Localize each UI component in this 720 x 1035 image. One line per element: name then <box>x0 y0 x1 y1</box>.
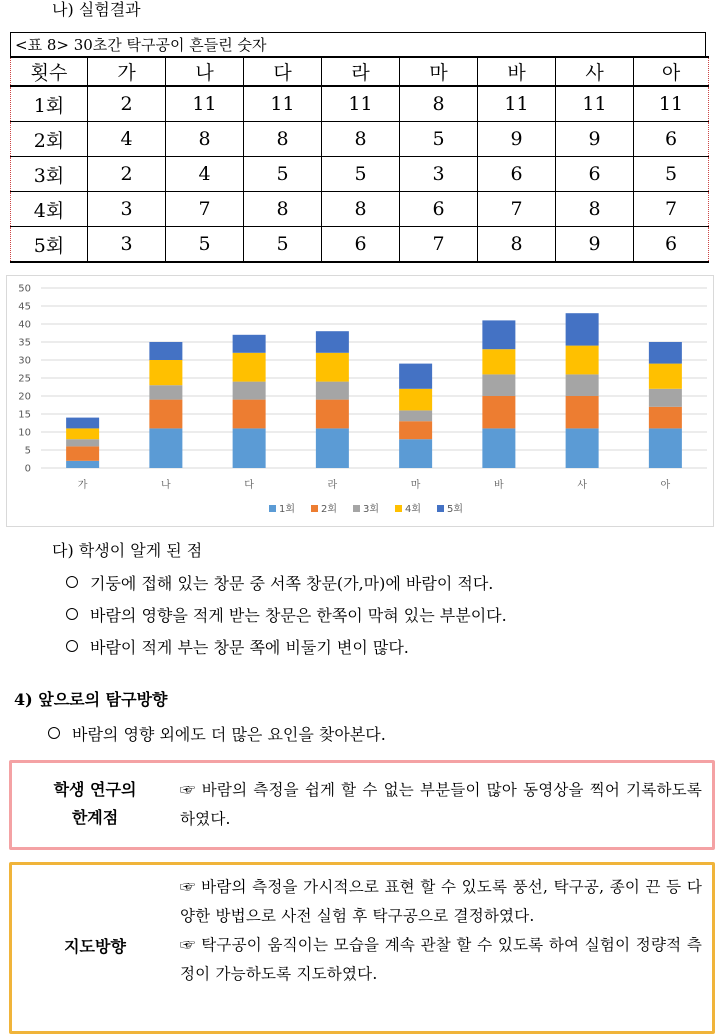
bar-segment <box>149 342 182 360</box>
table-cell: 11 <box>166 86 244 122</box>
x-tick-label: 다 <box>244 480 254 491</box>
x-tick-label: 마 <box>410 480 421 491</box>
limits-label-line: 학생 연구의 <box>53 780 137 799</box>
learned-item-text: 바람의 영향을 적게 받는 창문은 한쪽이 막혀 있는 부분이다. <box>90 606 507 625</box>
table-cell: 8 <box>166 122 244 157</box>
bar-segment <box>316 400 349 429</box>
header-cell: 가 <box>88 57 166 86</box>
results-heading: 나) 실험결과 <box>52 0 141 19</box>
limits-text: ☞ 바람의 측정을 쉽게 할 수 없는 부분들이 많아 동영상을 찍어 기록하도록 하였다. <box>180 781 702 828</box>
table-cell: 3회 <box>11 157 88 192</box>
table-cell: 8 <box>400 86 478 122</box>
bar-segment <box>233 400 266 429</box>
bar-segment <box>566 374 599 396</box>
table-row <box>11 122 709 157</box>
bar-segment <box>566 313 599 345</box>
table-cell: 5 <box>400 122 478 157</box>
learned-item <box>66 638 409 658</box>
y-tick-label: 0 <box>24 463 31 475</box>
table-cell: 8 <box>556 192 634 227</box>
table-cell: 8 <box>244 122 322 157</box>
table-cell: 5회 <box>11 227 88 263</box>
header-cell: 횟수 <box>11 57 88 86</box>
bar-segment <box>482 349 515 374</box>
bar-segment <box>149 360 182 385</box>
circle-bullet-icon <box>66 608 78 620</box>
x-tick-label: 가 <box>77 480 88 491</box>
bar-segment <box>482 320 515 349</box>
table-cell: 8 <box>322 192 400 227</box>
bar-segment <box>149 428 182 468</box>
table-cell: 7 <box>400 227 478 263</box>
bar-segment <box>399 364 432 389</box>
circle-bullet-icon <box>66 640 78 652</box>
header-cell: 나 <box>166 57 244 86</box>
bar-segment <box>149 400 182 429</box>
bar-segment <box>233 428 266 468</box>
bar-segment <box>399 389 432 411</box>
bar-segment <box>233 353 266 382</box>
limits-label <box>32 776 158 832</box>
table-cell: 4 <box>88 122 166 157</box>
table-header-row <box>11 57 709 86</box>
bar-segment <box>482 396 515 428</box>
bar-segment <box>649 342 682 364</box>
table-cell: 7 <box>634 192 709 227</box>
table-cell: 11 <box>322 86 400 122</box>
legend-swatch <box>269 505 276 512</box>
guidance-box <box>9 862 715 1034</box>
header-cell: 라 <box>322 57 400 86</box>
header-cell: 바 <box>478 57 556 86</box>
x-tick-label: 라 <box>327 480 338 491</box>
guidance-paragraph: ☞ 바람의 측정을 가시적으로 표현 할 수 있도록 풍선, 탁구공, 종이 끈 등 다양한 방법으로 사전 실험 후 탁구공으로 결정하였다. <box>180 878 702 925</box>
learned-item <box>66 606 507 626</box>
limits-box <box>9 760 715 850</box>
bar-segment <box>649 389 682 407</box>
table-cell: 8 <box>244 192 322 227</box>
bar-segment <box>66 446 99 460</box>
table-cell: 5 <box>166 227 244 263</box>
table-cell: 7 <box>478 192 556 227</box>
table-row <box>11 227 709 263</box>
legend-label: 2회 <box>321 504 338 515</box>
table-cell: 9 <box>556 227 634 263</box>
table-cell: 6 <box>634 122 709 157</box>
table-caption: <표 8> 30초간 탁구공이 흔들린 숫자 <box>10 32 706 56</box>
future-heading: 4) 앞으로의 탐구방향 <box>14 690 168 709</box>
table-cell: 11 <box>556 86 634 122</box>
legend-swatch <box>353 505 360 512</box>
table-cell: 6 <box>400 192 478 227</box>
table-cell: 3 <box>88 227 166 263</box>
legend-swatch <box>437 505 444 512</box>
bar-segment <box>66 461 99 468</box>
y-tick-label: 40 <box>18 319 31 331</box>
legend-swatch <box>311 505 318 512</box>
table-cell: 6 <box>634 227 709 263</box>
table-cell: 1회 <box>11 86 88 122</box>
table-cell: 7 <box>166 192 244 227</box>
header-cell: 마 <box>400 57 478 86</box>
table-cell: 6 <box>322 227 400 263</box>
bar-segment <box>149 385 182 399</box>
legend-label: 5회 <box>447 504 464 515</box>
legend-label: 3회 <box>363 504 380 515</box>
guidance-text <box>180 873 702 989</box>
table-cell: 5 <box>322 157 400 192</box>
bar-segment <box>566 428 599 468</box>
table-row <box>11 157 709 192</box>
learned-item <box>66 574 493 594</box>
bar-segment <box>399 410 432 421</box>
future-item <box>48 725 386 745</box>
bar-segment <box>66 439 99 446</box>
y-tick-label: 20 <box>18 391 31 403</box>
y-tick-label: 15 <box>18 409 31 421</box>
bar-segment <box>316 428 349 468</box>
bar-segment <box>649 407 682 429</box>
bar-segment <box>316 382 349 400</box>
table-cell: 4 <box>166 157 244 192</box>
y-tick-label: 10 <box>18 427 31 439</box>
guidance-label: 지도방향 <box>64 937 126 956</box>
x-tick-label: 사 <box>577 480 587 491</box>
x-tick-label: 아 <box>660 480 671 491</box>
table-cell: 8 <box>478 227 556 263</box>
table-cell: 9 <box>478 122 556 157</box>
learned-item-text: 바람이 적게 부는 창문 쪽에 비둘기 변이 많다. <box>90 638 409 657</box>
bar-segment <box>649 428 682 468</box>
bar-segment <box>233 335 266 353</box>
y-tick-label: 25 <box>18 373 31 385</box>
y-tick-label: 35 <box>18 337 31 349</box>
table-cell: 11 <box>244 86 322 122</box>
bar-segment <box>316 353 349 382</box>
bar-segment <box>399 421 432 439</box>
table-row <box>11 86 709 122</box>
legend-label: 1회 <box>279 504 296 515</box>
header-cell: 아 <box>634 57 709 86</box>
bar-segment <box>66 418 99 429</box>
table-cell: 2 <box>88 157 166 192</box>
stacked-bar-chart <box>6 275 714 527</box>
table-cell: 6 <box>556 157 634 192</box>
x-tick-label: 바 <box>494 480 504 491</box>
table-cell: 5 <box>244 157 322 192</box>
results-table <box>10 56 709 263</box>
legend-label: 4회 <box>405 504 422 515</box>
header-cell: 다 <box>244 57 322 86</box>
table-cell: 5 <box>634 157 709 192</box>
table-row <box>11 192 709 227</box>
table-cell: 2회 <box>11 122 88 157</box>
table-cell: 11 <box>634 86 709 122</box>
table-cell: 5 <box>244 227 322 263</box>
bar-segment <box>482 374 515 396</box>
bar-segment <box>316 331 349 353</box>
table-cell: 6 <box>478 157 556 192</box>
y-tick-label: 30 <box>18 355 31 367</box>
bar-segment <box>233 382 266 400</box>
chart-canvas <box>7 276 713 526</box>
x-tick-label: 나 <box>161 480 171 491</box>
bar-segment <box>482 428 515 468</box>
bar-segment <box>566 396 599 428</box>
circle-bullet-icon <box>48 727 60 739</box>
header-cell: 사 <box>556 57 634 86</box>
table-cell: 9 <box>556 122 634 157</box>
bar-segment <box>649 364 682 389</box>
table-cell: 3 <box>88 192 166 227</box>
learned-heading: 다) 학생이 알게 된 점 <box>52 541 203 560</box>
learned-item-text: 기둥에 접해 있는 창문 중 서쪽 창문(가,마)에 바람이 적다. <box>90 574 494 593</box>
bar-segment <box>66 428 99 439</box>
table-cell: 3 <box>400 157 478 192</box>
legend-swatch <box>395 505 402 512</box>
bar-segment <box>566 346 599 375</box>
table-cell: 8 <box>322 122 400 157</box>
limits-label-line: 한계점 <box>71 808 119 827</box>
circle-bullet-icon <box>66 576 78 588</box>
y-tick-label: 50 <box>18 283 31 295</box>
y-tick-label: 45 <box>18 301 31 313</box>
guidance-paragraph: ☞ 탁구공이 움직이는 모습을 계속 관찰 할 수 있도록 하여 실험이 정량적 측정이 가능하도록 지도하였다. <box>180 936 702 983</box>
table-cell: 4회 <box>11 192 88 227</box>
bar-segment <box>399 439 432 468</box>
future-item-text: 바람의 영향 외에도 더 많은 요인을 찾아본다. <box>72 725 386 744</box>
table-cell: 2 <box>88 86 166 122</box>
y-tick-label: 5 <box>24 445 31 457</box>
table-cell: 11 <box>478 86 556 122</box>
